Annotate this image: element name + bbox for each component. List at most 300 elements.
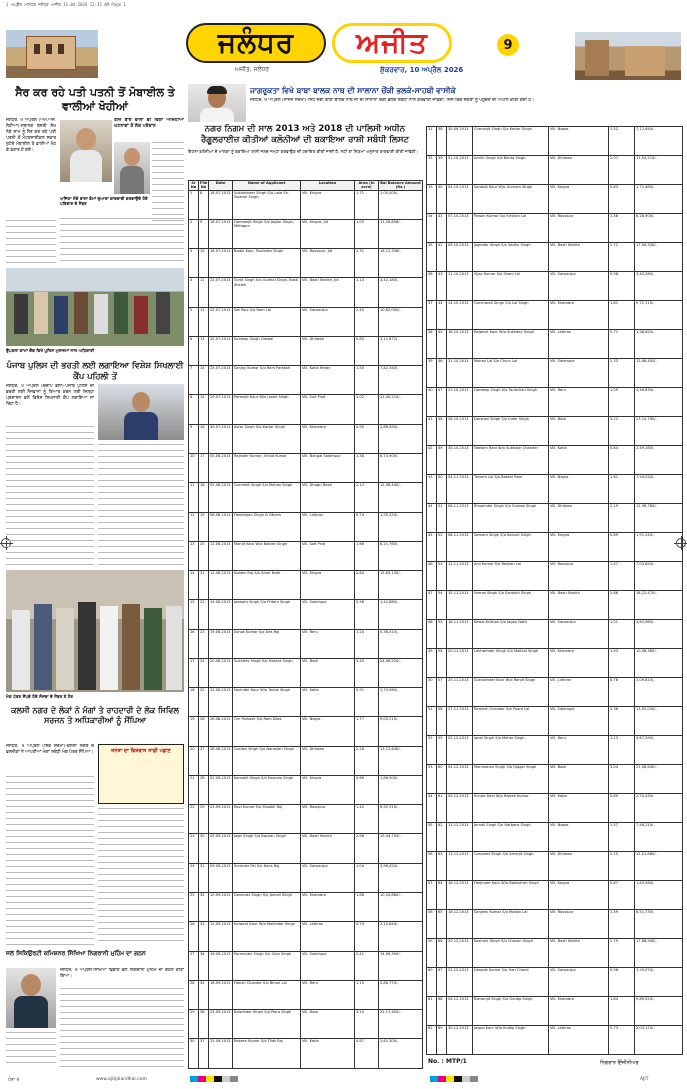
table-cell: 1.77 bbox=[355, 717, 379, 746]
table-cell: 64 bbox=[437, 881, 447, 910]
story1-headline: ਸੈਰ ਕਰ ਰਹੇ ਪਤੀ ਪਤਨੀ ਤੋਂ ਮੋਬਾਈਲ ਤੇ ਵਾਲੀਆਂ ਖੋਹੀਆਂ bbox=[15, 86, 175, 113]
table-cell: Vill. Sofi Pind bbox=[301, 541, 355, 570]
table-cell: 08.08.2013 bbox=[209, 512, 233, 541]
table-cell: 18,22,470/- bbox=[635, 591, 683, 620]
table-cell: 14 bbox=[199, 366, 209, 395]
table-cell: 0.95 bbox=[355, 424, 379, 453]
table-cell: Vill. Boot bbox=[301, 658, 355, 687]
table-cell: 1 bbox=[189, 190, 199, 219]
table-cell: 2,61,300/- bbox=[379, 1039, 423, 1068]
table-cell: 11.10.2013 bbox=[447, 272, 473, 301]
table-cell: 59 bbox=[437, 736, 447, 765]
table-cell: 22 bbox=[199, 600, 209, 629]
table-row bbox=[189, 190, 423, 219]
table-cell: 40 bbox=[427, 388, 437, 417]
table-row bbox=[427, 678, 683, 707]
table-cell: 12 bbox=[189, 512, 199, 541]
table-cell: 7,03,650/- bbox=[635, 562, 683, 591]
table-cell: 18.12.2013 bbox=[447, 910, 473, 939]
table-cell: 62 bbox=[427, 1026, 437, 1055]
table-cell: 26 bbox=[189, 922, 199, 951]
table-cell: Vill. Lidhran bbox=[549, 678, 609, 707]
table-cell: 0.58 bbox=[355, 600, 379, 629]
table-cell: 8 bbox=[199, 190, 209, 219]
table-cell: Vill. Kingra bbox=[301, 775, 355, 804]
table-cell: 0.67 bbox=[609, 881, 635, 910]
table-cell: Om Parkash S/o Ram Dass bbox=[233, 717, 301, 746]
table-cell: Harjinder Kaur W/o Bakhshish Singh bbox=[473, 881, 549, 910]
table-cell: 18 bbox=[199, 483, 209, 512]
masthead-title-ajit: ਅਜੀਤ bbox=[332, 23, 452, 63]
table-cell: 4,88,770/- bbox=[379, 980, 423, 1009]
table-cell: Vill. Salempur bbox=[549, 707, 609, 736]
table-row bbox=[189, 863, 423, 892]
table-cell: Vill. Nagra bbox=[301, 717, 355, 746]
table-row bbox=[427, 475, 683, 504]
table-cell: 44 bbox=[437, 301, 447, 330]
table-cell: 18.07.2013 bbox=[209, 190, 233, 219]
table-row bbox=[189, 951, 423, 980]
story2-photo-officer bbox=[98, 384, 184, 440]
table-cell: 1,83,560/- bbox=[635, 881, 683, 910]
table-cell: 11 bbox=[199, 278, 209, 307]
table-cell: 1.13 bbox=[609, 736, 635, 765]
table-cell: Vill. Salempur bbox=[301, 600, 355, 629]
table-cell: 3.10 bbox=[355, 1010, 379, 1039]
table-row bbox=[189, 688, 423, 717]
table-cell: 0.76 bbox=[609, 678, 635, 707]
table-cell: 2.26 bbox=[355, 746, 379, 775]
table-cell: 55 bbox=[427, 823, 437, 852]
table-row bbox=[427, 852, 683, 881]
table-cell: Neelam Rani W/o Subhash Chander bbox=[473, 446, 549, 475]
table-cell: 8 bbox=[189, 395, 199, 424]
table-cell: Kamaljit Singh S/o Harnam Singh bbox=[233, 775, 301, 804]
table-row bbox=[189, 922, 423, 951]
table-cell: 04.10.2013 bbox=[447, 185, 473, 214]
table-cell: Parminder Singh S/o Gian Singh bbox=[233, 951, 301, 980]
table-cell: 23.12.2013 bbox=[447, 968, 473, 997]
story3-caption: ਮੰਗ ਪੱਤਰ ਸੌਂਪਦੇ ਹੋਏ ਸੰਸਥਾ ਦੇ ਮੈਂਬਰ ਤੇ ਹੋਰ bbox=[6, 694, 73, 699]
table-cell: 1.15 bbox=[355, 980, 379, 1009]
table-cell: 13 bbox=[189, 541, 199, 570]
table-cell: Sunita Devi W/o Rajesh Kumar bbox=[473, 794, 549, 823]
table-cell: Bhupinder Singh S/o Gurbax Singh bbox=[473, 504, 549, 533]
masthead-date: ਸ਼ੁੱਕਰਵਾਰ, 10 ਅਪ੍ਰੈਲ 2026 bbox=[380, 66, 464, 74]
table-cell: 3.02 bbox=[355, 395, 379, 424]
table-row bbox=[189, 541, 423, 570]
table-cell: 0.71 bbox=[609, 330, 635, 359]
table-cell: 30 bbox=[189, 1039, 199, 1068]
masthead-title-jalandhar: ਜਲੰਧਰ bbox=[186, 23, 326, 63]
header-sr: Sr No bbox=[189, 181, 199, 191]
table-row bbox=[427, 243, 683, 272]
table-row bbox=[189, 307, 423, 336]
table-cell: 41 bbox=[437, 214, 447, 243]
table-cell: Gurmeet Singh S/o Mohan Singh bbox=[233, 483, 301, 512]
table-cell: 16 bbox=[199, 424, 209, 453]
table-row bbox=[427, 446, 683, 475]
table-cell: 1.81 bbox=[609, 301, 635, 330]
table-cell: Vill. Rasulpur bbox=[301, 805, 355, 834]
table-cell: Bikramjit Singh S/o Gurdip Singh bbox=[473, 997, 549, 1026]
table-cell: 15 bbox=[189, 600, 199, 629]
table-row bbox=[189, 980, 423, 1009]
table-cell: Vill. Kotla bbox=[301, 688, 355, 717]
table-cell: 12,36,780/- bbox=[635, 504, 683, 533]
table-cell: 33 bbox=[427, 185, 437, 214]
table-cell: 0.87 bbox=[355, 1039, 379, 1068]
table-cell: 45 bbox=[427, 533, 437, 562]
table-row bbox=[427, 968, 683, 997]
table-cell: 54 bbox=[437, 591, 447, 620]
table-row bbox=[189, 658, 423, 687]
table-cell: 0.82 bbox=[355, 336, 379, 365]
table-cell: 12 bbox=[199, 307, 209, 336]
story3-lead: ਜਲੰਧਰ, 9 ਅਪ੍ਰੈਲ (ਸ਼ਿਵ ਸ਼ਰਮਾ)-ਕਲਸੀ ਨਗਰ ਦੇ ਵਸਨੀਕਾਂ ਨੇ ਆਪਣੀਆਂ ਮੰਗਾਂ ਸਬੰਧੀ ਮੰਗ ਪੱਤਰ ਸੌਂਪਿਆ। bbox=[6, 744, 94, 756]
table-cell: 09.12.2013 bbox=[447, 794, 473, 823]
table-cell: 55 bbox=[437, 620, 447, 649]
table-cell: 16.09.2013 bbox=[209, 951, 233, 980]
table-cell: 1.93 bbox=[609, 649, 635, 678]
table-cell: 2.07 bbox=[609, 156, 635, 185]
table-cell: 48 bbox=[437, 417, 447, 446]
colony-list-title: ਨਗਰ ਨਿਗਮ ਦੀ ਸਾਲ 2013 ਅਤੇ 2018 ਦੀ ਪਾਲਿਸੀ ਅਧੀਨ ਰੈਗੂਲਰਾਈਜ਼ ਕੀਤੀਆਂ ਕਲੋਨੀਆਂ ਦੀ ਬਕਾਇਆ ਰਾਸ਼ੀ ਸਬੰਧੀ ਲਿਸਟ bbox=[200, 124, 410, 145]
story3-body-b bbox=[98, 808, 184, 946]
table-cell: Iqbal Singh S/o Mehar Singh bbox=[473, 736, 549, 765]
table-cell: 25.07.2013 bbox=[209, 336, 233, 365]
table-cell: 21 bbox=[189, 775, 199, 804]
table-row bbox=[189, 453, 423, 482]
table-cell: 1.38 bbox=[355, 453, 379, 482]
color-registration-bar-left bbox=[190, 1076, 238, 1082]
table-row bbox=[427, 823, 683, 852]
table-cell: 1.88 bbox=[355, 892, 379, 921]
table-cell: Ashok Kumar S/o Des Raj bbox=[233, 629, 301, 658]
table-cell: 36 bbox=[199, 1010, 209, 1039]
table-cell: 06.11.2013 bbox=[447, 504, 473, 533]
table-cell: 13,48,400/- bbox=[635, 359, 683, 388]
table-cell: 21,58,640/- bbox=[635, 765, 683, 794]
table-cell: Vill. Lidhran bbox=[301, 512, 355, 541]
table-row bbox=[189, 278, 423, 307]
table-cell: Vill. Rasulpur bbox=[549, 910, 609, 939]
table-cell: Manmohan Singh S/o Ujagar Singh bbox=[473, 765, 549, 794]
table-cell: 18.11.2013 bbox=[447, 620, 473, 649]
table-cell: 20.11.2013 bbox=[447, 649, 473, 678]
table-cell: 28.08.2013 bbox=[209, 746, 233, 775]
table-cell: Narinder Kaur W/o Tarlok Singh bbox=[233, 688, 301, 717]
table-cell: Vill. Salempur bbox=[549, 359, 609, 388]
header-date: Date bbox=[209, 181, 233, 191]
table-cell: 38 bbox=[427, 330, 437, 359]
table-cell: 27 bbox=[199, 746, 209, 775]
table-cell: 1.52 bbox=[609, 127, 635, 156]
table-cell: Gurcharan Singh S/o Lal Singh bbox=[473, 301, 549, 330]
table-cell: 13 bbox=[199, 336, 209, 365]
table-cell: 6,74,905/- bbox=[379, 453, 423, 482]
table-cell: Vill. Rasulpur bbox=[549, 214, 609, 243]
table-row bbox=[189, 629, 423, 658]
table-cell: 17 bbox=[189, 658, 199, 687]
table-cell: 25.09.2013 bbox=[209, 1039, 233, 1068]
table-row bbox=[427, 330, 683, 359]
table-cell: Balwinder Singh S/o Piara Singh bbox=[233, 1010, 301, 1039]
story1-quote: ਤੀਜੇ ਬਾਰ ਵਾਲਾ ਵੀ ਵਿਸ਼ਾ ਅਜਿਹੀਆਂ ਘਟਨਾਵਾਂ ਤੋਂ ਲੋਕ ਪਰੇਸ਼ਾਨ bbox=[114, 118, 184, 130]
table-row bbox=[427, 185, 683, 214]
table-cell: 61 bbox=[427, 997, 437, 1026]
table-cell: Vill. Kotla bbox=[301, 1039, 355, 1068]
table-cell: 19,44,705/- bbox=[379, 834, 423, 863]
table-cell: Ravi Kumar S/o Mulakh Raj bbox=[233, 805, 301, 834]
header-file: File No bbox=[200, 181, 208, 190]
table-row bbox=[189, 336, 423, 365]
table-cell: Jaspal Kaur W/o Kuldip Singh bbox=[473, 1026, 549, 1055]
table-cell: 49 bbox=[437, 446, 447, 475]
story3-body-a bbox=[6, 776, 94, 946]
table-cell: 15 bbox=[199, 395, 209, 424]
top-story-photo bbox=[188, 84, 246, 122]
table-cell: Sanjeev Kumar S/o Madan Lal bbox=[473, 910, 549, 939]
table-cell: 67 bbox=[437, 968, 447, 997]
table-cell: Surjit Singh S/o Gurdial Singh, Basti Sheikh bbox=[233, 278, 301, 307]
table-cell: Sukhwinder Kaur W/o Ranjit Singh bbox=[473, 678, 549, 707]
table-cell: 8,21,760/- bbox=[379, 541, 423, 570]
table-cell: 13,92,050/- bbox=[635, 707, 683, 736]
table-cell: 3,62,980/- bbox=[635, 620, 683, 649]
table-cell: 52 bbox=[437, 533, 447, 562]
table-cell: 62 bbox=[437, 823, 447, 852]
table-cell: Baldev Raj S/o Amar Nath bbox=[233, 571, 301, 600]
table-cell: 25 bbox=[189, 892, 199, 921]
table-cell: 11.12.2013 bbox=[447, 823, 473, 852]
table-cell: 6,92,310/- bbox=[379, 805, 423, 834]
left-news-column bbox=[6, 84, 184, 1069]
table-cell: 17,68,940/- bbox=[635, 939, 683, 968]
table-cell: Vill. Khambra bbox=[549, 997, 609, 1026]
table-cell: 48 bbox=[427, 620, 437, 649]
table-cell: Vill. Dhilwan bbox=[549, 156, 609, 185]
table-cell: 26.08.2013 bbox=[209, 717, 233, 746]
table-cell: 23 bbox=[189, 834, 199, 863]
table-cell: Vill. Kingra bbox=[301, 190, 355, 219]
table-cell: Surinder Pal S/o Hans Raj bbox=[233, 863, 301, 892]
table-cell: Avtar Singh S/o Kartar Singh bbox=[233, 424, 301, 453]
table-cell: Vill. Dhilwan bbox=[549, 504, 609, 533]
header-applicant: Name of Applicant bbox=[233, 181, 301, 191]
table-cell: 01.10.2013 bbox=[447, 156, 473, 185]
table-cell: 58 bbox=[437, 707, 447, 736]
table-cell: 3.22 bbox=[609, 417, 635, 446]
table-cell: Vill. Dhogri Road bbox=[301, 483, 355, 512]
table-cell: 18.09.2013 bbox=[209, 980, 233, 1009]
table-cell: 2.72 bbox=[609, 243, 635, 272]
table-cell: 49 bbox=[427, 649, 437, 678]
table-cell: Vill. Kotla bbox=[549, 794, 609, 823]
table-cell: 1.84 bbox=[609, 997, 635, 1026]
table-row bbox=[189, 483, 423, 512]
table-cell: Vill. Nagra bbox=[549, 823, 609, 852]
table-row bbox=[189, 512, 423, 541]
table-cell: 4,67,290/- bbox=[635, 736, 683, 765]
table-cell: Balbir Kaur, Ravinder Singh bbox=[233, 249, 301, 278]
table-cell: 1.20 bbox=[355, 629, 379, 658]
table-cell: Pawan Kumar S/o Krishan Lal bbox=[473, 214, 549, 243]
table-row bbox=[189, 892, 423, 921]
table-cell: 22.07.2013 bbox=[209, 307, 233, 336]
table-cell: 22 bbox=[189, 805, 199, 834]
table-cell: 13.12.2013 bbox=[447, 852, 473, 881]
table-cell: 28 bbox=[199, 775, 209, 804]
table-cell: 1,72,480/- bbox=[635, 185, 683, 214]
table-row bbox=[189, 600, 423, 629]
table-row bbox=[427, 939, 683, 968]
masthead bbox=[0, 12, 687, 82]
table-cell: Sukhdev Singh S/o Hazara Singh bbox=[233, 658, 301, 687]
table-row bbox=[189, 395, 423, 424]
table-cell: Vill. Lidhran bbox=[549, 1026, 609, 1055]
table-cell: 0.74 bbox=[355, 512, 379, 541]
table-cell: 9,89,420/- bbox=[635, 997, 683, 1026]
table-cell: 7,94,520/- bbox=[635, 475, 683, 504]
table-cell: 2,74,560/- bbox=[379, 688, 423, 717]
table-cell: 1.04 bbox=[355, 863, 379, 892]
table-cell: 05.08.2013 bbox=[209, 453, 233, 482]
table-cell: 23,10,790/- bbox=[635, 417, 683, 446]
table-cell: 39 bbox=[427, 359, 437, 388]
table-cell: 68 bbox=[437, 997, 447, 1026]
table-cell: 9 bbox=[199, 219, 209, 248]
table-row bbox=[427, 591, 683, 620]
page-footer bbox=[0, 1074, 687, 1089]
table-cell: 20.08.2013 bbox=[209, 658, 233, 687]
table-cell: 3,29,070/- bbox=[635, 968, 683, 997]
table-cell: 26 bbox=[199, 717, 209, 746]
table-cell: 46 bbox=[437, 359, 447, 388]
table-row bbox=[427, 388, 683, 417]
table-cell: Joginder Singh S/o Sadhu Singh bbox=[473, 243, 549, 272]
story1-photo-woman bbox=[114, 142, 150, 194]
table-cell: 50 bbox=[437, 475, 447, 504]
colony-list-heading bbox=[188, 124, 422, 179]
table-row bbox=[427, 504, 683, 533]
table-cell: 34 bbox=[427, 214, 437, 243]
table-cell: 30.07.2013 bbox=[209, 424, 233, 453]
table-cell: 61 bbox=[437, 794, 447, 823]
table-cell: Hardeep Singh S/o Tarlochan Singh bbox=[473, 388, 549, 417]
table-cell: 6 bbox=[189, 336, 199, 365]
story2-body-a bbox=[6, 426, 94, 566]
table-cell: Vill. Sansarpur bbox=[549, 620, 609, 649]
table-cell: 32 bbox=[199, 892, 209, 921]
table-cell: 0.63 bbox=[609, 185, 635, 214]
table-cell: 10,48,360/- bbox=[635, 649, 683, 678]
table-cell: 1.09 bbox=[609, 388, 635, 417]
footer-right: AJIT bbox=[640, 1077, 649, 1082]
table-cell: 17 bbox=[199, 453, 209, 482]
table-cell: 25.11.2013 bbox=[447, 678, 473, 707]
table-cell: Paramjit Kaur W/o Jasbir Singh bbox=[233, 395, 301, 424]
table-cell: 2.15 bbox=[609, 852, 635, 881]
table-cell: 29 bbox=[199, 805, 209, 834]
table-row bbox=[427, 620, 683, 649]
table-cell: 38 bbox=[437, 127, 447, 156]
table-row bbox=[427, 736, 683, 765]
story2-lead: ਜਲੰਧਰ, 9 ਅਪ੍ਰੈਲ (ਚੰਦੀਪ ਭੱਲਾ)-ਪੰਜਾਬ ਪੁਲਿਸ ਦੀ ਭਰਤੀ ਲਈ ਨੌਜਵਾਨਾਂ ਨੂੰ ਤਿਆਰ ਕਰਨ ਲਈ ਜ਼ਿਲ੍ਹਾ ਪ੍ਰਸ਼ਾਸਨ ਵਲੋਂ ਵਿਸ਼ੇਸ਼ ਸਿਖਲਾਈ ਕੈਂਪ ਲਗਾਇਆ ਜਾ ਰਿਹਾ ਹੈ। bbox=[6, 384, 94, 408]
table-cell: Vill. Kotla Heran bbox=[301, 366, 355, 395]
table-cell: 41 bbox=[427, 417, 437, 446]
table-cell: 60 bbox=[427, 968, 437, 997]
table-cell: 1.61 bbox=[609, 475, 635, 504]
table-cell: 54 bbox=[427, 794, 437, 823]
table-cell: Nirmal Singh S/o Santokh Singh bbox=[473, 591, 549, 620]
table-cell: 25 bbox=[199, 688, 209, 717]
table-cell: 34 bbox=[199, 951, 209, 980]
table-cell: 1.71 bbox=[355, 190, 379, 219]
table-cell: Vill. Dhilwan bbox=[301, 336, 355, 365]
table-cell: 63 bbox=[437, 852, 447, 881]
table-cell: 02.12.2013 bbox=[447, 736, 473, 765]
table-cell: 15,63,100/- bbox=[379, 571, 423, 600]
table-cell: 11 bbox=[189, 483, 199, 512]
table-cell: 37 bbox=[427, 301, 437, 330]
table-cell: Vill. Nangal Salempur bbox=[301, 453, 355, 482]
story4-lead: ਜਲੰਧਰ, 9 ਅਪ੍ਰੈਲ-ਸਿੱਖਿਆ ਵਿਭਾਗ ਵਲੋਂ ਨਿਗਰਾਨੀ ਮੁਹਿੰਮ ਦਾ ਗਠਨ ਕੀਤਾ ਗਿਆ। bbox=[60, 968, 184, 980]
table-cell: 57 bbox=[437, 678, 447, 707]
table-cell: 0.89 bbox=[609, 794, 635, 823]
table-cell: Charanjit Singh S/o Kartar Singh bbox=[473, 127, 549, 156]
table-cell: Vill. Sansarpur bbox=[301, 863, 355, 892]
table-cell: 2.19 bbox=[609, 504, 635, 533]
table-cell: 28.10.2013 bbox=[447, 417, 473, 446]
table-cell: Sanjay Kumar S/o Ram Parkash bbox=[233, 366, 301, 395]
story2-photo-police bbox=[6, 268, 184, 346]
table-cell: 36 bbox=[427, 272, 437, 301]
table-row bbox=[427, 881, 683, 910]
table-cell: 32 bbox=[427, 156, 437, 185]
story2-headline: ਪੰਜਾਬ ਪੁਲਿਸ ਦੀ ਭਰਤੀ ਲਈ ਲਗਾਇਆ ਵਿਸ਼ੇਸ਼ ਸਿਖਲਾਈ ਕੈਂਪ ਪਹਿਲੀ ਤੋਂ bbox=[6, 360, 184, 381]
table-cell: 3.45 bbox=[355, 658, 379, 687]
table-cell: 26.12.2013 bbox=[447, 997, 473, 1026]
table-cell: Vill. Sufi Pind bbox=[301, 395, 355, 424]
table-cell: 22,17,450/- bbox=[379, 1010, 423, 1039]
table-cell: 18.07.2013 bbox=[209, 249, 233, 278]
story4-body bbox=[60, 988, 184, 1068]
table-cell: Vill. Basti Sheikh bbox=[549, 243, 609, 272]
masthead-title bbox=[186, 22, 476, 64]
table-cell: 14,06,390/- bbox=[379, 951, 423, 980]
table-cell: 23.10.2013 bbox=[447, 388, 473, 417]
story3-photo-delegation bbox=[6, 570, 184, 692]
table-cell: 69 bbox=[437, 1026, 447, 1055]
table-cell: 03.09.2013 bbox=[209, 805, 233, 834]
table-cell: 10 bbox=[199, 249, 209, 278]
table-cell: Vill. Nagra bbox=[549, 475, 609, 504]
table-cell: 9,05,215/- bbox=[379, 717, 423, 746]
table-cell: 15.11.2013 bbox=[447, 591, 473, 620]
table-cell: Davinder Singh S/o Jarnail Singh bbox=[233, 892, 301, 921]
table-cell: 18.07.2013 bbox=[209, 219, 233, 248]
table-cell: 0.73 bbox=[609, 1026, 635, 1055]
table-cell: 1.36 bbox=[609, 214, 635, 243]
table-cell: 04.11.2013 bbox=[447, 475, 473, 504]
table-cell: 0.79 bbox=[355, 922, 379, 951]
table-cell: 12,08,440/- bbox=[379, 483, 423, 512]
table-cell: Tarsem Lal S/o Bakshi Ram bbox=[473, 475, 549, 504]
table-cell: 5 bbox=[189, 307, 199, 336]
table-cell: Mohan Lal S/o Chuni Lal bbox=[473, 359, 549, 388]
table-cell: 66 bbox=[437, 939, 447, 968]
